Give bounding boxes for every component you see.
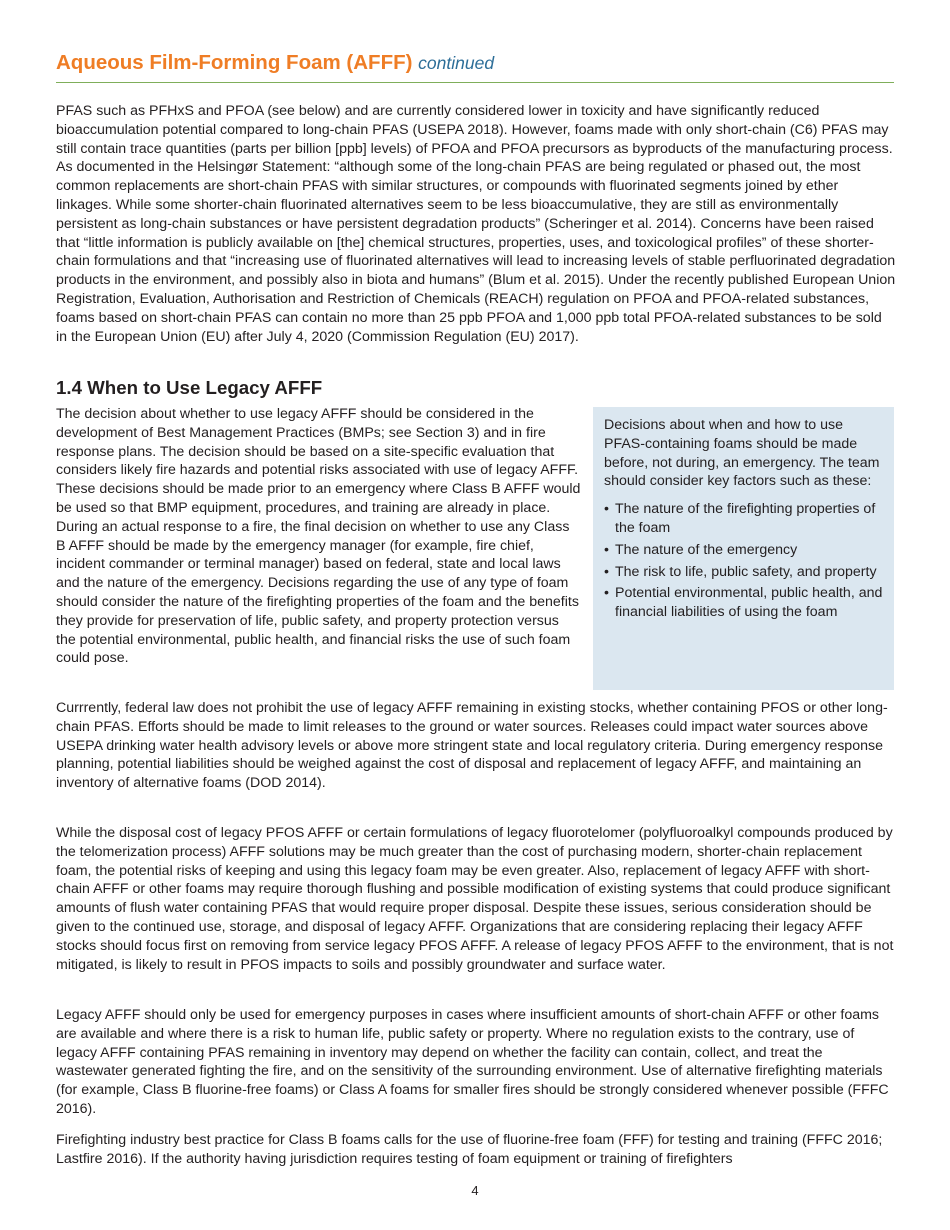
section-paragraph-5: Firefighting industry best practice for Class B foams calls for the use of fluorine-free foam (FFF) for testing and training (FFFC 2016; Lastfire 2016). If the authority having jurisdiction requires testing of foam equipment or training of firefighters <box>56 1132 883 1167</box>
intro-paragraph: PFAS such as PFHxS and PFOA (see below) and are currently considered lower in toxicity and have significantly reduced bioaccumulation potential compared to long-chain PFAS (USEPA 2018). However, foams made with only short-chain (C6) PFAS may still contain trace quantities (parts per billion [ppb] levels) of PFOA and PFOA precursors as byproducts of the manufacturing process. As documented in the Helsingør Statement: “although some of the long-chain PFAS are being regulated or phased out, the most common replacements are short-chain PFAS with similar structures, or compounds with fluorinated segments joined by ether linkages. While some shorter-chain fluorinated alternatives seem to be less bioaccumulative, they are still as environmentally persistent as long-chain substances or have persistent degradation products” (Scheringer et al. 2014). Concerns have been raised that “little information is publicly available on [the] chemical structures, properties, uses, and toxicological profiles” of these shorter-chain formulations and that “increasing use of fluorinated alternatives will lead to increasing levels of stable perfluorinated degradation products in the environment, and possibly also in biota and humans” (Blum et al. 2015). Under the recently published European Union Registration, Evaluation, Authorisation and Restriction of Chemicals (REACH) regulation on PFOA and PFOA-related substances, foams based on short-chain PFAS can contain no more than 25 ppb PFOA and 1,000 ppb total PFOA-related substances to be sold in the European Union (EU) after July 4, 2020 (Commission Regulation (EU) 2017). <box>56 103 896 345</box>
callout-list-item-text: The nature of the emergency <box>615 541 798 558</box>
callout-list-item <box>604 584 884 622</box>
callout-intro: Decisions about when and how to use PFAS-containing foams should be made before, not during, an emergency. The team should consider key factors such as these: <box>604 417 880 490</box>
section-paragraph-4: Legacy AFFF should only be used for emergency purposes in cases where insufficient amounts of short-chain AFFF or other foams are available and where there is a risk to human life, public safety or property. Where no regulation exists to the contrary, use of legacy AFFF containing PFAS remaining in inventory may depend on whether the facility can contain, collect, and treat the wastewater generated fighting the fire, and on the sensitivity of the surrounding environment. Use of alternative firefighting materials (for example, Class B fluorine-free foams) or Class A foams for smaller fires should be strongly considered whenever possible (FFFC 2016). <box>56 1007 889 1117</box>
section-paragraph-2: Currrently, federal law does not prohibit the use of legacy AFFF remaining in existing stocks, whether containing PFOS or other long-chain PFAS. Efforts should be made to limit releases to the ground or water sources. Releases could impact water sources above USEPA drinking water health advisory levels or above more stringent state and local regulatory criteria. During emergency response planning, potential liabilities should be weighed against the cost of disposal and replacement of legacy AFFF, and maintaining an inventory of alternative foams (DOD 2014). <box>56 700 888 792</box>
callout-list-item-text: The risk to life, public safety, and property <box>615 563 877 580</box>
callout-list-item <box>604 500 884 538</box>
callout-list-item <box>604 541 884 560</box>
page-number: 4 <box>471 1183 479 1198</box>
callout-list-item-text: Potential environmental, public health, and financial liabilities of using the foam <box>615 585 883 621</box>
page-title <box>56 50 894 76</box>
callout-list-item-text: The nature of the firefighting properties of the foam <box>615 501 876 536</box>
bullet-icon: • <box>604 585 609 602</box>
bullet-icon: • <box>604 563 609 580</box>
section-paragraph-1: The decision about whether to use legacy AFFF should be considered in the development of Best Management Practices (BMPs; see Section 3) and in fire response plans. The decision should be based on a site-specific evaluation that considers likely fire hazards and potential risks associated with use of legacy AFFF. These decisions should be made prior to an emergency where Class B AFFF would be used so that BMP equipment, procedures, and training are already in place. During an actual response to a fire, the final decision on whether to use any Class B AFFF should be made by the emergency manager (for example, fire chief, incident commander or terminal manager) based on federal, state and local laws and the nature of the emergency. Decisions regarding the use of any type of foam should consider the nature of the firefighting properties of the foam and the benefits they provide for preservation of life, public safety, and property protection versus the potential environmental, public health, and financial risks the use of such foam could pose. <box>56 406 581 667</box>
page-header <box>56 50 894 83</box>
callout-list-item <box>604 563 884 582</box>
bullet-icon: • <box>604 501 609 518</box>
bullet-icon: • <box>604 541 609 558</box>
section-paragraph-3: While the disposal cost of legacy PFOS AFFF or certain formulations of legacy fluorotelomer (polyfluoroalkyl compounds produced by the telomerization process) AFFF solutions may be much greater than the cost of purchasing modern, shorter-chain replacement foam, the potential risks of keeping and using this legacy foam may be even greater. Also, replacement of legacy AFFF with short-chain AFFF or other foams may require thorough flushing and possible modification of existing systems that could produce significant amounts of flush water containing PFAS that would require proper disposal. Despite these issues, serious consideration should be given to the continued use, storage, and disposal of legacy AFFF. Organizations that are considering replacing their legacy AFFF stocks should focus first on removing from service legacy PFOS AFFF. A release of legacy PFOS AFFF to the environment, that is not mitigated, is likely to result in PFOS impacts to soils and possibly groundwater and surface water. <box>56 825 894 973</box>
section-heading: 1.4 When to Use Legacy AFFF <box>56 377 323 398</box>
page-title-text: Aqueous Film-Forming Foam (AFFF) <box>56 51 413 74</box>
callout-box <box>593 407 894 690</box>
callout-list <box>604 500 884 622</box>
page-title-continued: continued <box>418 53 495 73</box>
